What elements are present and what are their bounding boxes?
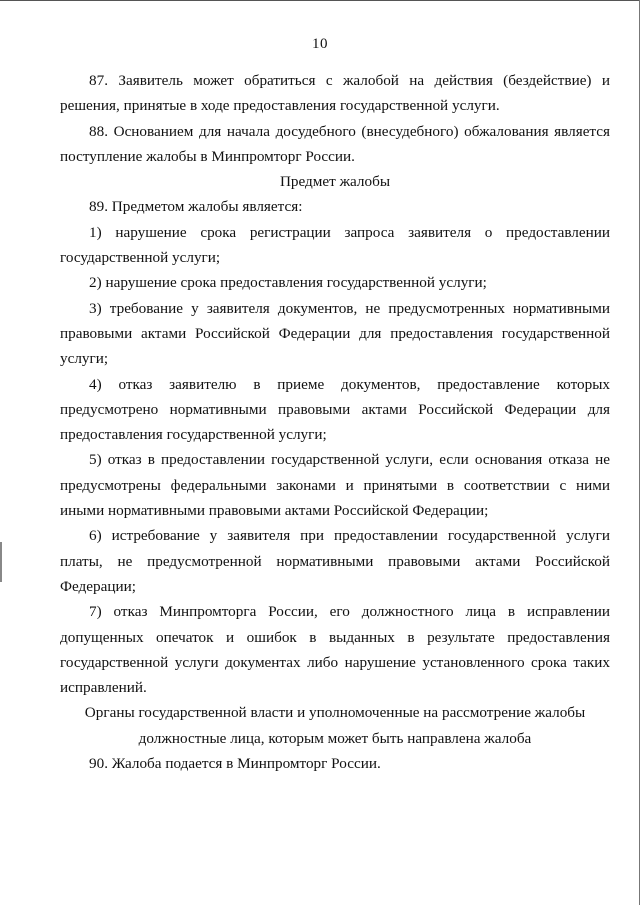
section-heading-bodies [60,700,610,751]
scan-mark-left [0,542,2,582]
page-number: 10 [312,36,328,52]
document-body [60,68,610,776]
section-heading-subject: Предмет жалобы [279,173,391,191]
paragraph-87: 87. Заявитель может обратиться с жалобой на действия (бездействие) и решения, принятые в ходе предоставления государственной услуги. [60,72,610,115]
section-heading-bodies-line2: должностные лица, которым может быть направлена жалоба [138,729,532,747]
scan-border-top [0,0,640,1]
list-item-4: 4) отказ заявителю в приеме документов, предоставление которых предусмотрено нормативными правовыми актами Российской Федерации для предоставления государственной услуги; [60,375,610,444]
list-item-7: 7) отказ Минпромторга России, его должностного лица в исправлении допущенных опечаток и ошибок в выданных в результате предоставления государственной услуги документах либо нарушение установленного срока таких исправлений. [60,603,610,697]
paragraph-89: 89. Предметом жалобы является: [89,198,303,216]
section-heading-bodies-line1: Органы государственной власти и уполномоченные на рассмотрение жалобы [84,704,586,722]
list-item-2: 2) нарушение срока предоставления государственной услуги; [89,274,487,292]
paragraph-90: 90. Жалоба подается в Минпромторг России. [89,755,381,773]
paragraph-88: 88. Основанием для начала досудебного (внесудебного) обжалования является поступление жалобы в Минпромторг России. [60,122,610,165]
list-item-3: 3) требование у заявителя документов, не предусмотренных нормативными правовыми актами Российской Федерации для предоставления государственной услуги; [60,299,610,368]
list-item-1: 1) нарушение срока регистрации запроса заявителя о предоставлении государственной услуги; [60,223,610,267]
list-item-5: 5) отказ в предоставлении государственной услуги, если основания отказа не предусмотрены федеральными законами и принятыми в соответствии с ними иными нормативными правовыми актами Российской Федерации; [60,451,610,520]
list-item-6: 6) истребование у заявителя при предоставлении государственной услуги платы, не предусмотренной нормативными правовыми актами Российской Федерации; [60,527,610,595]
